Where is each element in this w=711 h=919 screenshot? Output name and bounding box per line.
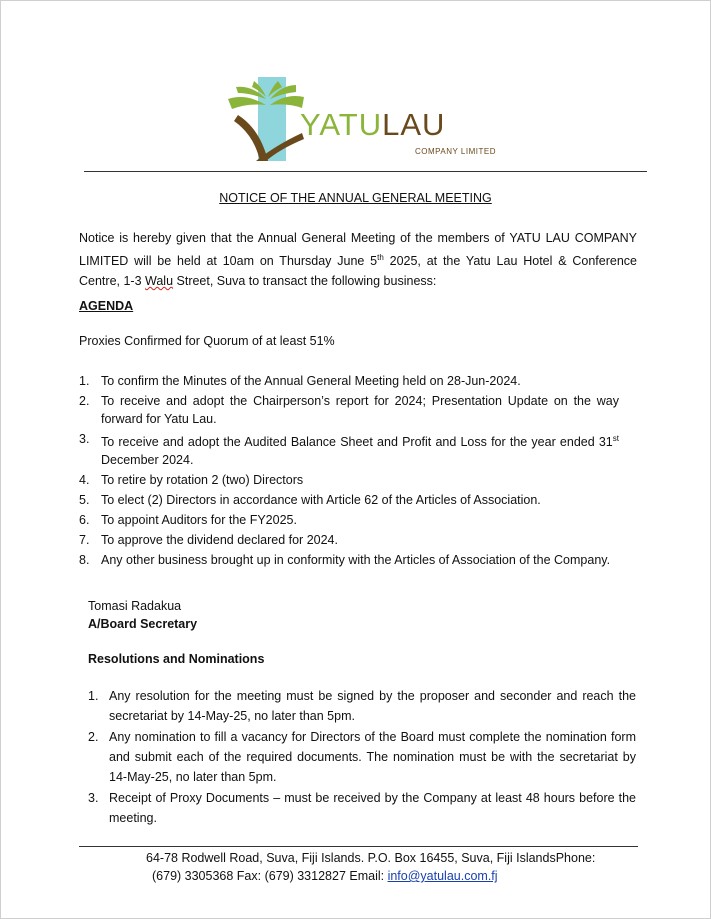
notice-intro bbox=[79, 228, 637, 291]
agenda-item-number: 5. bbox=[79, 493, 90, 508]
footer-phone-email bbox=[146, 867, 595, 885]
agenda-item-number: 2. bbox=[79, 394, 90, 408]
agenda-item bbox=[79, 430, 619, 469]
agenda-item-text: To elect (2) Directors in accordance with Article 62 of the Articles of Association. bbox=[101, 493, 541, 508]
logo-brand-part1: YATU bbox=[300, 107, 383, 142]
agenda-item bbox=[79, 511, 619, 529]
agenda-item bbox=[79, 491, 619, 509]
footer-contact bbox=[146, 849, 595, 885]
footer-phone-fax: (679) 3305368 Fax: (679) 3312827 Email: bbox=[152, 869, 388, 883]
intro-text-3: Street, Suva to transact the following business: bbox=[173, 274, 437, 289]
agenda-item-sup: st bbox=[612, 434, 619, 443]
signatory-title: A/Board Secretary bbox=[88, 617, 198, 631]
resolution-item-number: 3. bbox=[88, 791, 99, 805]
footer-address: 64-78 Rodwell Road, Suva, Fiji Islands. P.O. Box 16455, Suva, Fiji IslandsPhone: bbox=[146, 851, 596, 865]
resolution-item-number: 2. bbox=[88, 730, 99, 744]
agenda-item bbox=[79, 471, 619, 489]
header-divider bbox=[84, 171, 647, 172]
company-logo bbox=[226, 75, 516, 167]
resolution-item bbox=[88, 686, 636, 726]
agenda-item-text: To retire by rotation 2 (two) Directors bbox=[101, 473, 304, 488]
logo-mark-icon bbox=[226, 75, 306, 167]
signatory-name: Tomasi Radakua bbox=[88, 599, 182, 613]
agenda-item bbox=[79, 531, 619, 549]
agenda-item-number: 1. bbox=[79, 374, 90, 388]
agenda-item-text: To receive and adopt the Audited Balance Sheet and Profit and Loss for the year ended 31 bbox=[101, 435, 613, 450]
agenda-list bbox=[79, 372, 619, 571]
agenda-item bbox=[79, 551, 619, 569]
resolution-item-number: 1. bbox=[88, 689, 99, 703]
resolution-item-text: Any resolution for the meeting must be signed by the proposer and seconder and reach the secretariat by 14-May-25, no later than 5pm. bbox=[109, 689, 636, 723]
agenda-item-text: To approve the dividend declared for 2024. bbox=[101, 533, 338, 548]
intro-text-1: Notice is hereby given that the Annual General Meeting of the members of YATU LAU COMPANY LIMITED will be held at 10am on Thursday June 5 bbox=[79, 231, 637, 269]
agenda-item bbox=[79, 392, 619, 428]
intro-sup: th bbox=[377, 253, 384, 262]
agenda-item-text: December 2024. bbox=[101, 453, 194, 468]
agenda-item bbox=[79, 372, 619, 390]
agenda-item-text: Any other business brought up in conformity with the Articles of Association of the Company. bbox=[101, 553, 611, 568]
agenda-item-number: 6. bbox=[79, 513, 90, 528]
agenda-item-number: 4. bbox=[79, 473, 90, 488]
intro-text-2: 2025, at the Yatu Lau Hotel & Conference Centre, 1-3 bbox=[79, 254, 637, 289]
notice-title: NOTICE OF THE ANNUAL GENERAL MEETING bbox=[219, 191, 492, 205]
agenda-item-number: 8. bbox=[79, 553, 90, 568]
logo-wordmark bbox=[300, 109, 445, 140]
agenda-heading: AGENDA bbox=[79, 299, 134, 313]
logo-brand-part2: LAU bbox=[382, 107, 446, 142]
intro-street-name: Walu bbox=[145, 274, 174, 289]
resolution-item bbox=[88, 727, 636, 787]
logo-tagline: COMPANY LIMITED bbox=[415, 147, 496, 156]
agenda-item-text: To receive and adopt the Chairperson’s report for 2024; Presentation Update on the way forward for Yatu Lau. bbox=[101, 394, 619, 426]
quorum-text: Proxies Confirmed for Quorum of at least 51% bbox=[79, 334, 335, 348]
resolution-item-text: Receipt of Proxy Documents – must be received by the Company at least 48 hours before the meeting. bbox=[109, 791, 636, 825]
agenda-item-text: To confirm the Minutes of the Annual General Meeting held on 28-Jun-2024. bbox=[101, 374, 521, 388]
resolutions-heading: Resolutions and Nominations bbox=[88, 652, 265, 666]
agenda-item-number: 3. bbox=[79, 432, 90, 446]
agenda-item-text: To appoint Auditors for the FY2025. bbox=[101, 513, 297, 528]
resolutions-list bbox=[88, 686, 636, 829]
resolution-item bbox=[88, 788, 636, 828]
email-link[interactable]: info@yatulau.com.fj bbox=[387, 869, 498, 883]
footer-divider bbox=[79, 846, 638, 847]
agenda-item-number: 7. bbox=[79, 533, 90, 548]
resolution-item-text: Any nomination to fill a vacancy for Directors of the Board must complete the nomination form and submit each of the required documents. The nomination must be with the secretariat by 14-May-25, no later than 5pm. bbox=[109, 730, 636, 784]
